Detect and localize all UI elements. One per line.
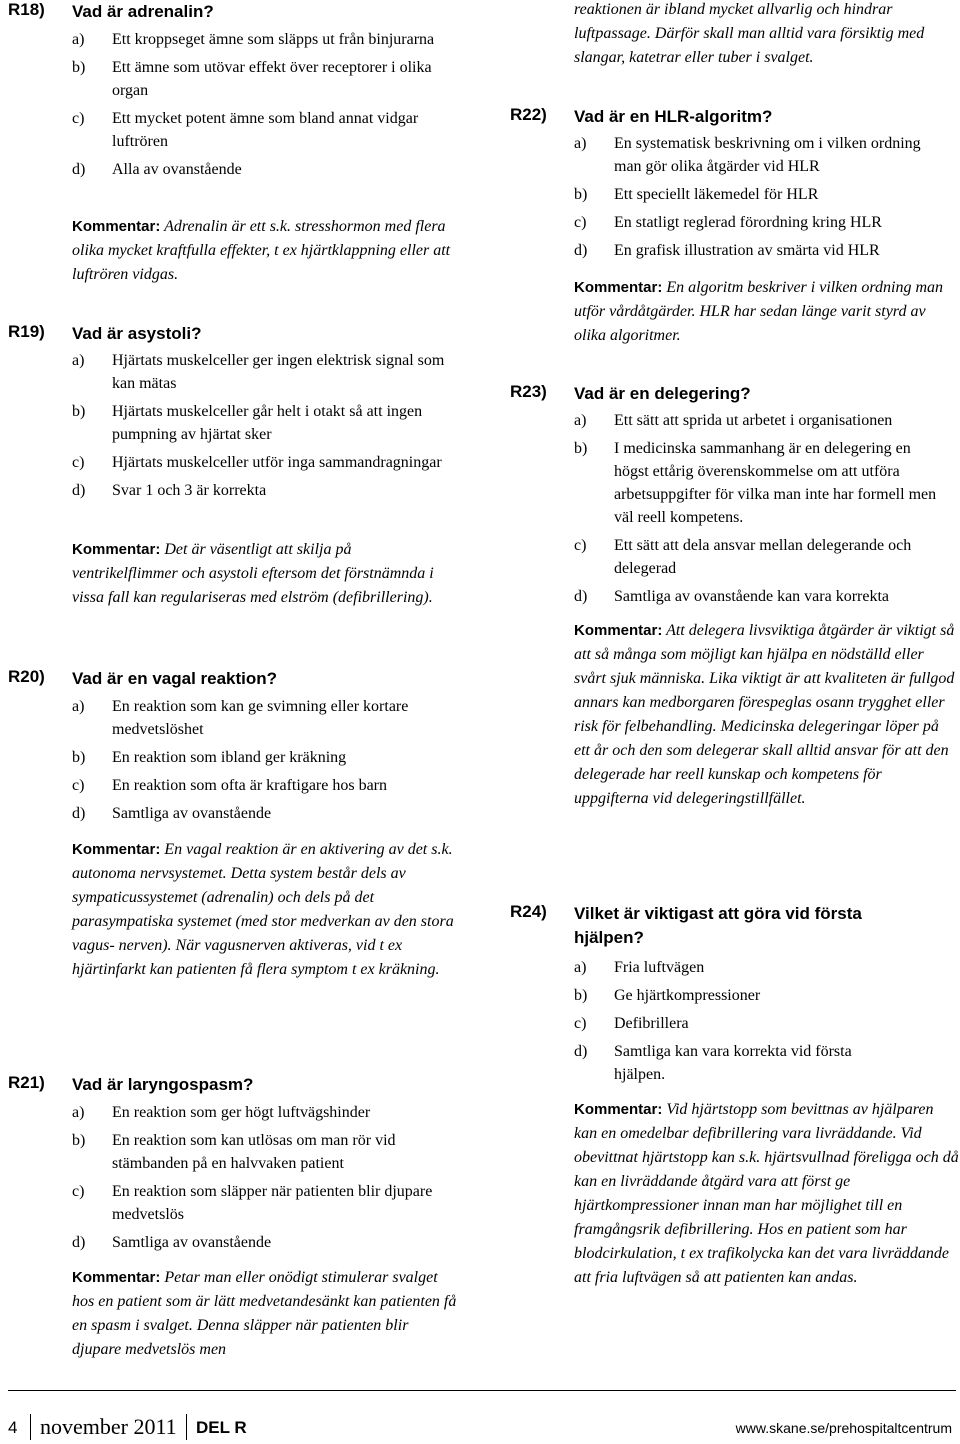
footer-section: DEL R [196, 1418, 247, 1437]
comment: Kommentar: Adrenalin är ett s.k. stresshormon med flera olika mycket kraftfulla effekter, t ex hjärtklappning eller att luftrören vidgas. [72, 218, 451, 283]
options-list [72, 1101, 452, 1259]
option-a: a) En systematisk beskrivning om i vilken ordning man gör olika åtgärder vid HLR [574, 135, 921, 175]
question-title: Vad är en delegering? [574, 384, 751, 403]
comment: Kommentar: Att delegera livsviktiga åtgärder är viktigt så att så många som möjligt kan hjälpa en nödställd eller svårt sjuk människa. Lika viktigt är att kvaliteten är fullgod annars kan medborgaren förespeglas osann trygghet eller risk för felbehandling. Medicinska delegeringar löper på ett år och den som delegerar skall alltid ansvar för att den delegerade har reell kunskap och kompetens för uppgifterna vid delegeringstillfället. [574, 622, 955, 807]
option-c: c) Defibrillera [574, 1015, 689, 1032]
option-d: d) Samtliga kan vara korrekta vid första hjälpen. [574, 1043, 852, 1083]
footer-separator [186, 1414, 187, 1440]
options-list [72, 28, 452, 186]
option-c: c) En statligt reglerad förordning kring HLR [574, 214, 882, 231]
question-number: R22) [510, 105, 547, 124]
options-list [574, 132, 944, 267]
option-d: d) Alla av ovanstående [72, 161, 242, 178]
option-a: a) Fria luftvägen [574, 959, 705, 976]
page-footer [8, 1414, 952, 1444]
footer-date: november 2011 [40, 1414, 177, 1439]
comment: Kommentar: En vagal reaktion är en aktivering av det s.k. autonoma nervsystemet. Detta system består dels av sympaticussystemet (adrenalin) och dels på det parasympatiska systemet (med stor medverkan av den stora vagus- nerven). När vagusnerven aktiveras, vid t ex hjärtinfarkt kan patienten få flera symptom t ex kräkning. [72, 841, 454, 978]
comment: Kommentar: En algoritm beskriver i vilken ordning man utför vårdåtgärder. HLR har sedan länge varit styrd av olika algoritmer. [574, 279, 944, 344]
option-d: d) Samtliga av ovanstående [72, 1234, 272, 1251]
question-number: R20) [8, 667, 45, 686]
question-title: Vad är laryngospasm? [72, 1075, 254, 1094]
question-number: R18) [8, 0, 45, 19]
option-b: b) Ett speciellt läkemedel för HLR [574, 186, 819, 203]
option-c: c) Ett sätt att dela ansvar mellan delegerande och delegerad [574, 537, 912, 577]
question-title: Vad är adrenalin? [72, 2, 214, 21]
options-list [574, 956, 944, 1091]
option-b: b) En reaktion som ibland ger kräkning [72, 749, 347, 766]
option-b: b) Hjärtats muskelceller går helt i otakt så att ingen pumpning av hjärtat sker [72, 403, 423, 443]
question-number: R21) [8, 1073, 45, 1092]
option-a: a) Ett kroppseget ämne som släpps ut från binjurarna [72, 31, 435, 48]
question-title: Vad är en HLR-algoritm? [574, 107, 773, 126]
question-title: Vilket är viktigast att göra vid första hjälpen? [574, 904, 862, 947]
question-title: Vad är asystoli? [72, 324, 202, 343]
options-list [72, 695, 452, 830]
footer-separator [30, 1414, 31, 1440]
option-b: b) En reaktion som kan utlösas om man rör vid stämbanden på en halvvaken patient [72, 1132, 396, 1172]
footer-url: www.skane.se/prehospitaltcentrum [735, 1420, 952, 1436]
option-d: d) Samtliga av ovanstående kan vara korrekta [574, 588, 889, 605]
option-c: c) Hjärtats muskelceller utför inga sammandragningar [72, 454, 442, 471]
option-d: d) Svar 1 och 3 är korrekta [72, 482, 267, 499]
comment: Kommentar: Vid hjärtstopp som bevittnas av hjälparen kan en omedelbar defibrillering vara livräddande. Vid obevittnat hjärtstopp kan s.k. hjärtsvullnad föreligga och då kan en livräddande åtgärd vara att först ge hjärtkompressioner innan man har möjlighet till en framgångsrik defibrillering. Hos en patient som har blodcirkulation, t ex trafikolycka kan det vara livräddande att fria luftvägen så att patienten kan andas. [574, 1101, 959, 1286]
comment: Kommentar: Petar man eller onödigt stimulerar svalget hos en patient som är lätt medvetandesänkt kan patienten få en spasm i svalget. Denna släpper när patienten blir djupare medvetslös men [72, 1269, 457, 1358]
option-d: d) Samtliga av ovanstående [72, 805, 272, 822]
option-d: d) En grafisk illustration av smärta vid HLR [574, 242, 880, 259]
option-c: c) En reaktion som släpper när patienten blir djupare medvetslös [72, 1183, 433, 1223]
page-number: 4 [8, 1418, 18, 1437]
comment-continuation: reaktionen är ibland mycket allvarlig och hindrar luftpassage. Därför skall man alltid vara försiktig med slangar, katetrar eller tuber i svalget. [574, 1, 925, 66]
question-number: R19) [8, 322, 45, 341]
question-number: R24) [510, 902, 547, 921]
option-a: a) Hjärtats muskelceller ger ingen elektrisk signal som kan mätas [72, 352, 445, 392]
option-a: a) En reaktion som kan ge svimning eller kortare medvetslöshet [72, 698, 409, 738]
options-list [574, 409, 944, 613]
option-c: c) Ett mycket potent ämne som bland annat vidgar luftrören [72, 110, 419, 150]
options-list [72, 349, 452, 507]
option-b: b) I medicinska sammanhang är en delegering en högst ettårig överenskommelse om att utföra arbetsuppgifter för vilka man inte har formell men väl reell kompetens. [574, 440, 937, 526]
question-title: Vad är en vagal reaktion? [72, 669, 278, 688]
option-b: b) Ett ämne som utövar effekt över receptorer i olika organ [72, 59, 432, 99]
option-a: a) En reaktion som ger högt luftvägshinder [72, 1104, 371, 1121]
option-c: c) En reaktion som ofta är kraftigare hos barn [72, 777, 388, 794]
footer-divider [8, 1390, 956, 1391]
option-b: b) Ge hjärtkompressioner [574, 987, 761, 1004]
option-a: a) Ett sätt att sprida ut arbetet i organisationen [574, 412, 893, 429]
question-number: R23) [510, 382, 547, 401]
comment: Kommentar: Det är väsentligt att skilja på ventrikelflimmer och asystoli eftersom det förstnämnda i vissa fall kan regulariseras med elström (defibrillering). [72, 541, 434, 606]
